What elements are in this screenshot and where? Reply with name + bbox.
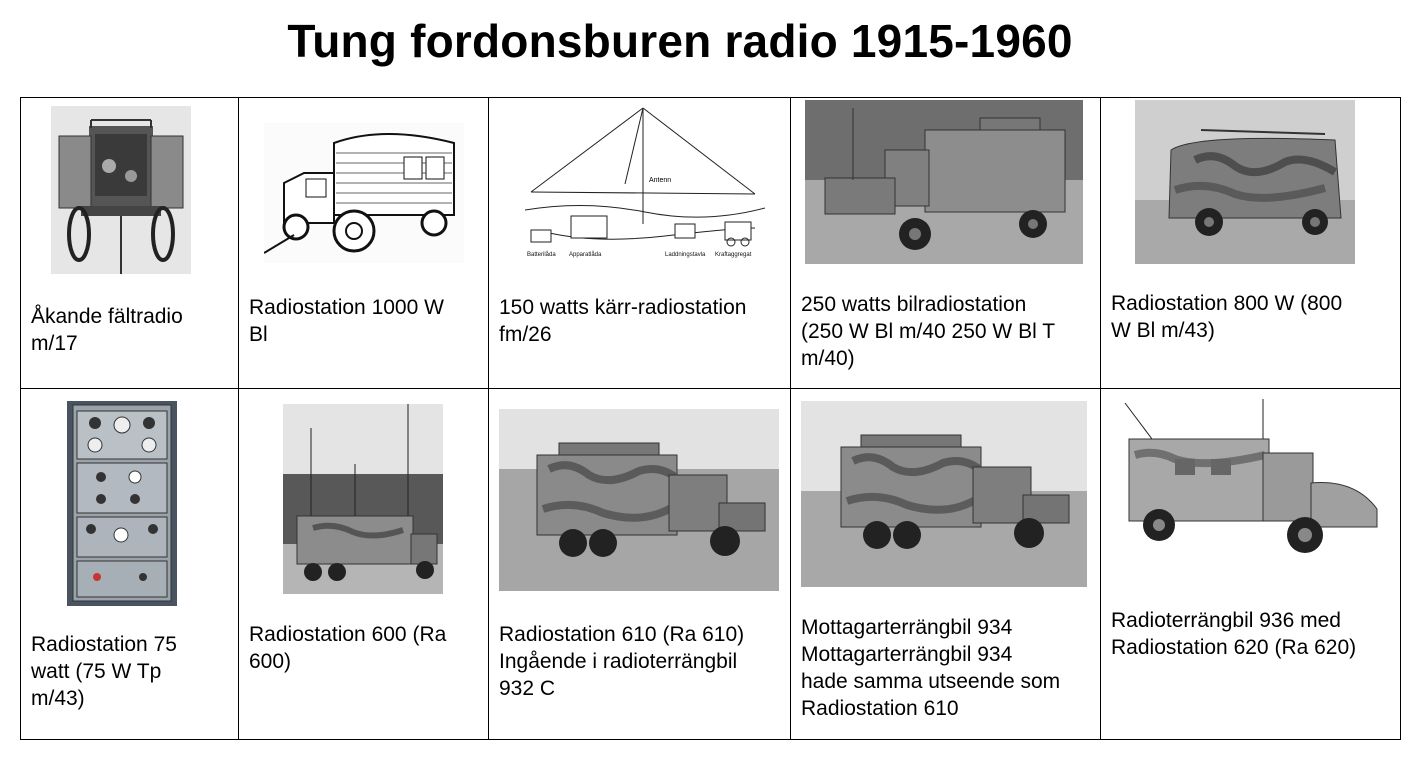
caption: 150 watts kärr-radiostation fm/26 xyxy=(499,296,747,346)
photo-radio-truck-610 xyxy=(499,409,779,591)
photo-radio-truck-250w xyxy=(805,100,1083,264)
caption: Radiostation 800 W (800 W Bl m/43) xyxy=(1111,292,1343,342)
grid-cell xyxy=(239,389,489,740)
photo-field-radio-cart xyxy=(51,106,191,274)
grid-cell xyxy=(239,98,489,389)
caption: 250 watts bilradiostation (250 W Bl m/40 250 W Bl T m/40) xyxy=(801,293,1056,370)
diagram-antenna-layout xyxy=(525,104,765,264)
grid-cell xyxy=(489,98,791,389)
caption: Åkande fältradio m/17 xyxy=(31,305,183,355)
label-power: Kraftaggregat xyxy=(715,252,752,258)
page-title: Tung fordonsburen radio 1915-1960 xyxy=(287,15,1073,67)
grid-cell xyxy=(1101,98,1401,389)
grid-cell xyxy=(21,389,239,740)
caption: Radiostation 75 watt (75 W Tp m/43) xyxy=(31,633,177,710)
radio-grid xyxy=(20,97,1401,740)
photo-radio-rack xyxy=(67,401,177,606)
label-apparatus: Apparatlåda xyxy=(569,252,602,258)
label-charging: Laddningstavla xyxy=(665,252,706,258)
caption: Mottagarterrängbil 934 Mottagarterrängbil 934 hade samma utseende som Radiostation 610 xyxy=(801,616,1061,720)
drawing-radio-truck xyxy=(264,123,464,263)
caption: Radiostation 600 (Ra 600) xyxy=(249,623,447,673)
photo-radio-truck-800w xyxy=(1135,100,1355,264)
grid-cell xyxy=(1101,389,1401,740)
caption: Radiostation 1000 W Bl xyxy=(249,296,444,346)
grid-cell xyxy=(791,389,1101,740)
caption: Radioterrängbil 936 med Radiostation 620 (Ra 620) xyxy=(1111,609,1357,659)
photo-radio-truck-600 xyxy=(283,404,443,594)
caption: Radiostation 610 (Ra 610) Ingående i radioterrängbil 932 C xyxy=(499,623,745,700)
photo-receiver-truck-934 xyxy=(801,401,1087,587)
grid-cell xyxy=(489,389,791,740)
label-antenna: Antenn xyxy=(649,177,672,184)
photo-radio-truck-936 xyxy=(1115,399,1387,571)
grid-cell xyxy=(21,98,239,389)
grid-cell xyxy=(791,98,1101,389)
label-battery: Batterilåda xyxy=(527,252,556,258)
